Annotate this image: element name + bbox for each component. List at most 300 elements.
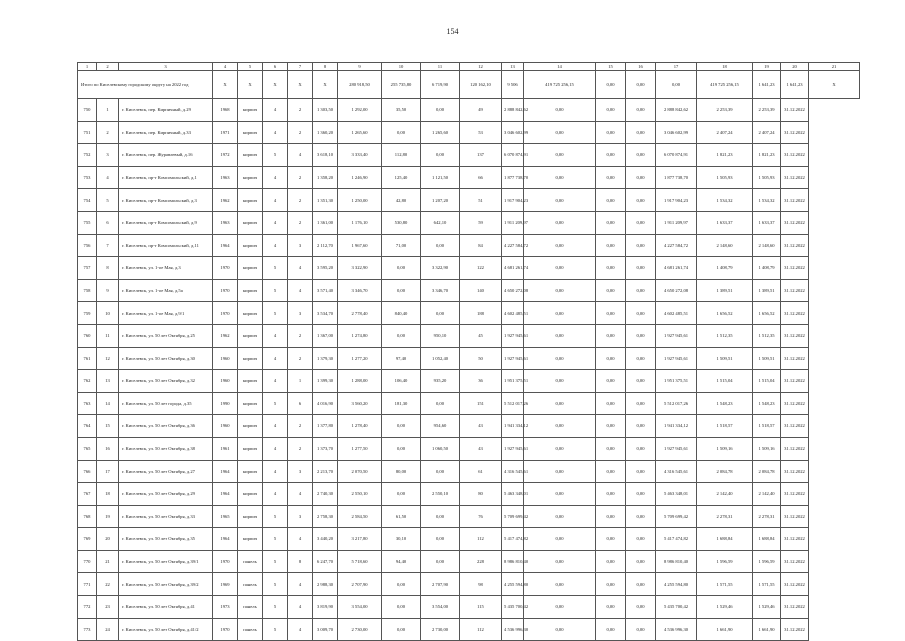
address-cell: г. Киселевск, ул. 50 лет города, д.35	[119, 392, 213, 415]
table-cell: 13	[97, 370, 119, 393]
table-cell: 4 316 545,61	[502, 460, 524, 483]
table-cell: 4	[263, 166, 288, 189]
table-cell: 31.12.2022	[781, 596, 809, 619]
table-cell: 0,00	[524, 279, 596, 302]
table-cell: 752	[78, 144, 97, 167]
table-cell: 1962	[213, 189, 238, 212]
table-cell: 31.12.2022	[781, 370, 809, 393]
table-cell: 4	[263, 460, 288, 483]
table-cell: 1 505,93	[697, 166, 753, 189]
table-cell: 753	[78, 166, 97, 189]
total-cell: 9 506	[502, 71, 524, 99]
table-cell: 4 602 485,51	[656, 302, 697, 325]
table-cell: 0,00	[626, 144, 656, 167]
table-cell: 5 435 700,42	[656, 596, 697, 619]
table-cell: 2 730,00	[338, 618, 382, 641]
table-cell: 31.12.2022	[781, 189, 809, 212]
column-number: 19	[753, 63, 781, 71]
table-cell: 1 877 738,70	[502, 166, 524, 189]
table-cell: 0,00	[524, 211, 596, 234]
table-cell: 0,00	[524, 166, 596, 189]
table-cell: 6	[97, 211, 119, 234]
table-cell: 0,00	[626, 324, 656, 347]
table-cell: 0,00	[596, 550, 626, 573]
table-cell: 1962	[213, 324, 238, 347]
table-cell: 770	[78, 550, 97, 573]
table-cell: 6 247,70	[313, 550, 338, 573]
table-cell: 31.12.2022	[781, 460, 809, 483]
table-cell: 1963	[213, 211, 238, 234]
table-cell: 1 408,79	[753, 257, 781, 280]
table-cell: 11	[97, 324, 119, 347]
table-cell: 1 911 209,97	[656, 211, 697, 234]
table-cell: 3	[288, 234, 313, 257]
table-cell: 0,00	[421, 234, 460, 257]
table-cell: 8 986 810,40	[656, 550, 697, 573]
table-cell: 16	[97, 437, 119, 460]
table-cell: 8 986 810,40	[502, 550, 524, 573]
table-cell: 1 967,60	[338, 234, 382, 257]
table-cell: 2	[288, 347, 313, 370]
table-cell: 0,00	[596, 370, 626, 393]
table-cell: 1 512,35	[697, 324, 753, 347]
table-cell: 4	[288, 528, 313, 551]
table-cell: 80	[460, 483, 502, 506]
table-cell: 14	[97, 392, 119, 415]
table-cell: 8	[288, 550, 313, 573]
table-cell: 2 112,70	[313, 234, 338, 257]
table-cell: 2 407,24	[753, 121, 781, 144]
table-cell: 840,40	[382, 302, 421, 325]
table-cell: 0,00	[524, 370, 596, 393]
address-cell: г. Киселевск, пер. Кирпичный, д.33	[119, 121, 213, 144]
table-cell: 3 534,70	[313, 302, 338, 325]
table-cell: 1968	[213, 99, 238, 122]
table-cell: 4	[263, 483, 288, 506]
table-cell: 122	[460, 257, 502, 280]
table-cell: 31.12.2022	[781, 415, 809, 438]
table-cell: 1 927 945,61	[502, 324, 524, 347]
table-cell: 0,00	[524, 302, 596, 325]
table-cell: 1960	[213, 370, 238, 393]
total-cell: 0,00	[596, 71, 626, 99]
table-cell: 31.12.2022	[781, 234, 809, 257]
table-cell: 1 505,93	[753, 166, 781, 189]
table-row	[78, 211, 860, 234]
total-cell: 0,00	[656, 71, 697, 99]
table-cell: 4	[288, 144, 313, 167]
table-cell: 1 379,30	[313, 347, 338, 370]
table-cell: 4	[288, 483, 313, 506]
table-cell: 6 070 874,91	[656, 144, 697, 167]
table-cell: 0,00	[596, 347, 626, 370]
table-cell: 1 656,52	[697, 302, 753, 325]
table-row	[78, 460, 860, 483]
table-cell: 0,00	[524, 415, 596, 438]
table-cell: 4 227 584,72	[656, 234, 697, 257]
table-cell: 5 709 699,42	[502, 505, 524, 528]
table-cell: 1960	[213, 415, 238, 438]
table-cell: 0,00	[524, 596, 596, 619]
table-cell: 5	[263, 144, 288, 167]
table-cell: 1 176,10	[338, 211, 382, 234]
table-cell: 2 740,30	[313, 483, 338, 506]
table-cell: 1 917 904,23	[656, 189, 697, 212]
column-number: 9	[338, 63, 382, 71]
table-cell: 31.12.2022	[781, 279, 809, 302]
table-cell: 31.12.2022	[781, 618, 809, 641]
table-cell: 5	[263, 618, 288, 641]
table-cell: 4 536 996,30	[656, 618, 697, 641]
table-cell: 0,00	[596, 437, 626, 460]
table-cell: 3 819,90	[313, 596, 338, 619]
table-cell: 1 821,23	[697, 144, 753, 167]
table-cell: 61	[460, 460, 502, 483]
table-cell: 4	[263, 211, 288, 234]
table-cell: 0,00	[524, 573, 596, 596]
address-cell: г. Киселевск, ул. 50 лет Октября, д.32	[119, 370, 213, 393]
table-cell: 0,00	[421, 99, 460, 122]
table-cell: 0,00	[524, 144, 596, 167]
table-cell: 0,00	[382, 483, 421, 506]
table-cell: 769	[78, 528, 97, 551]
table-cell: 31.12.2022	[781, 347, 809, 370]
table-cell: 0,00	[524, 460, 596, 483]
table-cell: 762	[78, 370, 97, 393]
column-number-row	[78, 63, 860, 71]
table-cell: 764	[78, 415, 97, 438]
table-cell: 5 512 017,26	[656, 392, 697, 415]
table-cell: 31.12.2022	[781, 211, 809, 234]
address-cell: г. Киселевск, пр-т Комсомольский, д.9	[119, 211, 213, 234]
address-cell: г. Киселевск, ул. 50 лет Октября, д.27	[119, 460, 213, 483]
table-cell: 1 518,57	[697, 415, 753, 438]
table-cell: 1 877 738,70	[656, 166, 697, 189]
table-cell: панель	[238, 573, 263, 596]
table-row	[78, 324, 860, 347]
table-cell: 3	[97, 144, 119, 167]
table-cell: 1990	[213, 392, 238, 415]
table-cell: 4 316 545,61	[656, 460, 697, 483]
address-cell: г. Киселевск, пр-т Комсомольский, д.1	[119, 166, 213, 189]
table-cell: 1 596,59	[697, 550, 753, 573]
table-cell: 1 274,80	[338, 324, 382, 347]
total-cell: 419 725 256,15	[524, 71, 596, 99]
table-cell: 2 278,31	[753, 505, 781, 528]
table-cell: 45	[460, 324, 502, 347]
total-cell: X	[288, 71, 313, 99]
table-row	[78, 528, 860, 551]
table-cell: 50	[460, 347, 502, 370]
table-cell: 1 941 334,12	[656, 415, 697, 438]
table-cell: 1961	[213, 437, 238, 460]
table-cell: 751	[78, 121, 97, 144]
total-cell: X	[263, 71, 288, 99]
table-cell: 1 509,16	[753, 437, 781, 460]
page-number: 154	[446, 27, 459, 36]
table-cell: 0,00	[421, 505, 460, 528]
table-cell: 2 407,24	[697, 121, 753, 144]
table-cell: 36	[460, 370, 502, 393]
address-cell: г. Киселевск, ул. 50 лет Октября, д.25	[119, 324, 213, 347]
table-cell: 76	[460, 505, 502, 528]
table-cell: 1	[288, 370, 313, 393]
table-cell: 1 292,00	[338, 99, 382, 122]
table-cell: 0,00	[596, 121, 626, 144]
table-row	[78, 166, 860, 189]
table-cell: кирпич	[238, 99, 263, 122]
table-cell: 0,00	[596, 460, 626, 483]
table-cell: 1 509,16	[697, 437, 753, 460]
table-cell: 772	[78, 596, 97, 619]
table-cell: 950,10	[421, 324, 460, 347]
table-cell: 0,00	[524, 324, 596, 347]
table-cell: 0,00	[626, 121, 656, 144]
table-cell: 4 016,90	[313, 392, 338, 415]
table-cell: 2	[97, 121, 119, 144]
total-cell: 255 735,80	[382, 71, 421, 99]
table-cell: кирпич	[238, 370, 263, 393]
address-cell: г. Киселевск, пер. Журавлевый, д.16	[119, 144, 213, 167]
address-cell: г. Киселевск, ул. 50 лет Октября, д.41	[119, 596, 213, 619]
table-cell: 31.12.2022	[781, 392, 809, 415]
table-row	[78, 189, 860, 212]
table-cell: 97,40	[382, 347, 421, 370]
table-cell: 1 927 945,61	[502, 437, 524, 460]
table-cell: 5 463 348,01	[656, 483, 697, 506]
table-cell: 0,00	[596, 618, 626, 641]
table-cell: 8	[97, 257, 119, 280]
table-cell: 2 778,40	[338, 302, 382, 325]
table-cell: 31.12.2022	[781, 505, 809, 528]
table-cell: 1 277,20	[338, 347, 382, 370]
table-cell: 3 571,40	[313, 279, 338, 302]
table-cell: 4	[263, 437, 288, 460]
table-cell: панель	[238, 618, 263, 641]
table-cell: 1 661,90	[697, 618, 753, 641]
table-cell: 31.12.2022	[781, 257, 809, 280]
total-cell: 0,00	[626, 71, 656, 99]
table-cell: 5	[263, 528, 288, 551]
table-cell: 1 633,37	[697, 211, 753, 234]
table-cell: 1 927 945,61	[656, 347, 697, 370]
table-cell: 1 509,51	[753, 347, 781, 370]
column-number: 20	[781, 63, 809, 71]
table-cell: 31.12.2022	[781, 166, 809, 189]
table-cell: 0,00	[596, 415, 626, 438]
table-cell: 4	[288, 618, 313, 641]
table-cell: 0,00	[596, 505, 626, 528]
table-cell: 2	[288, 415, 313, 438]
table-cell: 4	[263, 189, 288, 212]
table-cell: 935,20	[421, 370, 460, 393]
address-cell: г. Киселевск, ул. 50 лет Октября, д.39/2	[119, 573, 213, 596]
table-cell: 22	[97, 573, 119, 596]
table-cell: 2 070,50	[338, 460, 382, 483]
table-cell: 4 650 272,08	[656, 279, 697, 302]
table-cell: 0,00	[626, 234, 656, 257]
table-cell: 84	[460, 234, 502, 257]
table-cell: 66	[460, 166, 502, 189]
table-cell: 1 361,00	[313, 211, 338, 234]
table-cell: 151	[460, 392, 502, 415]
table-row	[78, 618, 860, 641]
table-cell: 771	[78, 573, 97, 596]
table-cell: 2 278,31	[697, 505, 753, 528]
table-cell: 0,00	[382, 279, 421, 302]
table-cell: 1 303,50	[313, 99, 338, 122]
table-cell: 1973	[213, 596, 238, 619]
table-cell: 4	[288, 257, 313, 280]
table-cell: 15	[97, 415, 119, 438]
table-row	[78, 596, 860, 619]
table-cell: 1 656,52	[753, 302, 781, 325]
table-cell: 5 709 699,42	[656, 505, 697, 528]
table-cell: 1 288,00	[338, 370, 382, 393]
table-cell: 0,00	[626, 392, 656, 415]
table-cell: 5 463 348,01	[502, 483, 524, 506]
table-cell: 4	[263, 347, 288, 370]
table-cell: 1 821,23	[753, 144, 781, 167]
table-cell: 765	[78, 437, 97, 460]
table-cell: 0,00	[421, 144, 460, 167]
table-cell: 0,00	[524, 437, 596, 460]
table-cell: кирпич	[238, 279, 263, 302]
table-cell: 4	[288, 573, 313, 596]
column-number: 21	[809, 63, 860, 71]
table-cell: кирпич	[238, 302, 263, 325]
table-cell: 2 988,30	[313, 573, 338, 596]
table-cell: 0,00	[596, 144, 626, 167]
total-cell: 120 162,10	[460, 71, 502, 99]
table-cell: 0,00	[626, 347, 656, 370]
column-number: 3	[119, 63, 213, 71]
address-cell: г. Киселевск, пер. Кирпичный, д.29	[119, 99, 213, 122]
table-cell: 4 255 594,80	[656, 573, 697, 596]
table-cell: 5	[263, 596, 288, 619]
table-cell: 0,00	[421, 392, 460, 415]
table-cell: 18	[97, 483, 119, 506]
table-cell: 1964	[213, 460, 238, 483]
table-cell: 759	[78, 302, 97, 325]
table-row	[78, 121, 860, 144]
table-cell: 1 367,00	[313, 324, 338, 347]
table-cell: 20	[97, 528, 119, 551]
table-cell: 0,00	[626, 166, 656, 189]
table-cell: 2 148,60	[697, 234, 753, 257]
table-cell: 3 346,70	[421, 279, 460, 302]
table-cell: 1971	[213, 121, 238, 144]
table-cell: 0,00	[524, 528, 596, 551]
table-cell: 31.12.2022	[781, 144, 809, 167]
table-cell: 2 084,78	[697, 460, 753, 483]
address-cell: г. Киселевск, ул. 50 лет Октября, д.36	[119, 415, 213, 438]
table-cell: 2 758,30	[313, 505, 338, 528]
table-cell: 94,40	[382, 550, 421, 573]
table-cell: 0,00	[626, 99, 656, 122]
table-cell: 31.12.2022	[781, 302, 809, 325]
table-cell: кирпич	[238, 121, 263, 144]
table-cell: 1 377,80	[313, 415, 338, 438]
table-cell: 1 399,30	[313, 370, 338, 393]
table-cell: 1 246,90	[338, 166, 382, 189]
table-cell: 3 440,20	[313, 528, 338, 551]
table-cell: 24	[97, 618, 119, 641]
column-number: 4	[213, 63, 238, 71]
table-cell: 2	[288, 211, 313, 234]
table-cell: 1965	[213, 505, 238, 528]
register-table	[77, 62, 860, 641]
table-cell: 5	[97, 189, 119, 212]
table-row	[78, 279, 860, 302]
total-cell: X	[213, 71, 238, 99]
table-cell: 5 718,60	[338, 550, 382, 573]
table-row	[78, 573, 860, 596]
column-number: 8	[313, 63, 338, 71]
column-number: 17	[656, 63, 697, 71]
table-cell: 1 534,32	[697, 189, 753, 212]
table-cell: 71,00	[382, 234, 421, 257]
table-cell: 4	[263, 121, 288, 144]
address-cell: г. Киселевск, ул. 50 лет Октября, д.33	[119, 505, 213, 528]
table-cell: 1 529,46	[697, 596, 753, 619]
total-label: Итого по Киселевскому городскому округу на 2022 год	[78, 71, 213, 99]
table-cell: 0,00	[626, 211, 656, 234]
table-cell: кирпич	[238, 144, 263, 167]
table-cell: 642,10	[421, 211, 460, 234]
table-cell: 2	[288, 166, 313, 189]
table-cell: 1 389,51	[697, 279, 753, 302]
table-cell: 0,00	[421, 460, 460, 483]
table-cell: 3 322,90	[421, 257, 460, 280]
table-cell: 761	[78, 347, 97, 370]
table-cell: 0,00	[382, 324, 421, 347]
table-cell: 51	[460, 189, 502, 212]
table-cell: 757	[78, 257, 97, 280]
table-cell: кирпич	[238, 437, 263, 460]
table-cell: 1 941 334,12	[502, 415, 524, 438]
table-cell: 3 554,00	[338, 596, 382, 619]
table-cell: 1 351,30	[313, 189, 338, 212]
table-cell: 1 688,84	[753, 528, 781, 551]
table-cell: 112	[460, 528, 502, 551]
table-cell: 954,60	[421, 415, 460, 438]
table-cell: 1 548,23	[697, 392, 753, 415]
address-cell: г. Киселевск, ул. 1-ое Мая, д.9/1	[119, 302, 213, 325]
table-cell: 530,80	[382, 211, 421, 234]
table-cell: 0,00	[524, 257, 596, 280]
table-cell: 115	[460, 596, 502, 619]
table-cell: 0,00	[626, 279, 656, 302]
table-cell: 0,00	[596, 392, 626, 415]
table-cell: 5	[263, 392, 288, 415]
table-cell: 98	[460, 573, 502, 596]
table-cell: 1 265,60	[338, 121, 382, 144]
table-cell: кирпич	[238, 392, 263, 415]
table-cell: кирпич	[238, 189, 263, 212]
table-cell: 763	[78, 392, 97, 415]
table-cell: 2 142,40	[697, 483, 753, 506]
table-cell: 17	[97, 460, 119, 483]
address-cell: г. Киселевск, ул. 50 лет Октября, д.35	[119, 528, 213, 551]
table-row	[78, 415, 860, 438]
address-cell: г. Киселевск, ул. 50 лет Октября, д.38	[119, 437, 213, 460]
table-cell: 0,00	[382, 415, 421, 438]
table-cell: 1 360,20	[313, 121, 338, 144]
table-cell: 1 633,37	[753, 211, 781, 234]
table-cell: 0,00	[421, 302, 460, 325]
table-cell: 0,00	[382, 573, 421, 596]
